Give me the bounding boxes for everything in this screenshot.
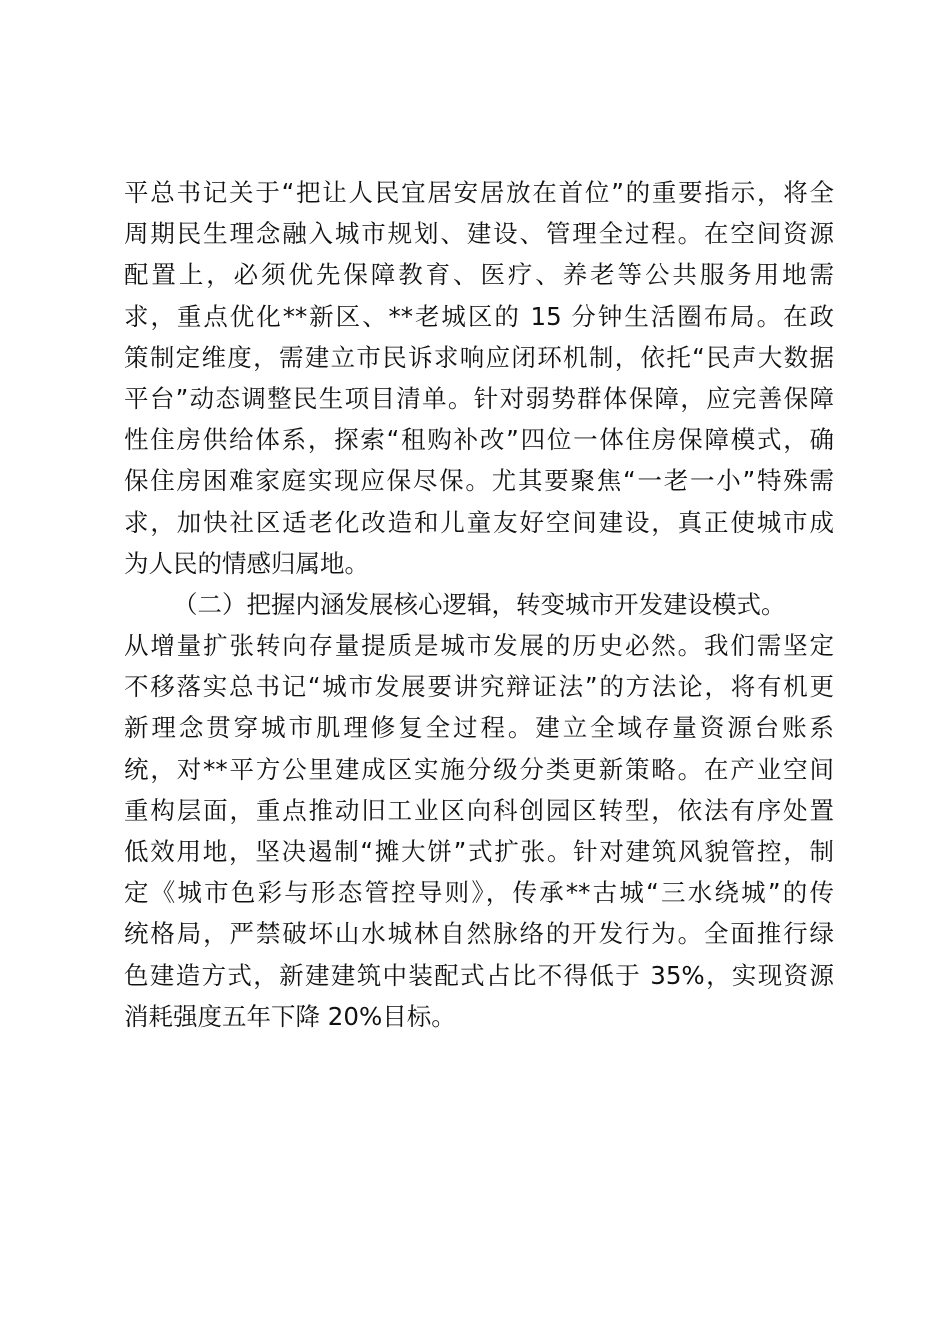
text-line: 平台”动态调整民生项目清单。针对弱势群体保障，应完善保障 [124,383,834,413]
text-line: 低效用地，坚决遏制“摊大饼”式扩张。针对建筑风貌管控，制 [124,837,834,866]
text-line: 平总书记关于“把让人民宜居安居放在首位”的重要指示，将全 [124,178,834,207]
section-heading-line: （二）把握内涵发展核心逻辑，转变城市开发建设模式。 [173,589,786,619]
text-line: 策制定维度，需建立市民诉求响应闭环机制，依托“民声大数据 [124,342,834,372]
paragraph-2 [124,584,834,1037]
text-line: 保住房困难家庭实现应保尽保。尤其要聚焦“一老一小”特殊需 [124,466,834,496]
body-text [124,172,834,1037]
text-line: 不移落实总书记“城市发展要讲究辩证法”的方法论，将有机更 [124,672,834,702]
text-line: 周期民生理念融入城市规划、建设、管理全过程。在空间资源 [124,219,834,249]
text-line: 统，对**平方公里建成区实施分级分类更新策略。在产业空间 [124,754,834,784]
text-line: 性住房供给体系，探索“租购补改”四位一体住房保障模式，确 [124,425,834,455]
text-line-last: 为人民的情感归属地。 [124,548,369,578]
text-line: 求，加快社区适老化改造和儿童友好空间建设，真正使城市成 [124,507,834,537]
text-line: 求，重点优化**新区、**老城区的 15 分钟生活圈布局。在政 [124,301,834,331]
text-line: 重构层面，重点推动旧工业区向科创园区转型，依法有序处置 [124,795,834,825]
paragraph-1 [124,172,834,584]
text-line-last: 消耗强度五年下降 20%目标。 [124,1001,456,1031]
text-line: 配置上，必须优先保障教育、医疗、养老等公共服务用地需 [124,260,834,290]
text-line: 色建造方式，新建建筑中装配式占比不得低于 35%，实现资源 [124,960,834,990]
text-line: 新理念贯穿城市肌理修复全过程。建立全域存量资源台账系 [124,713,834,743]
text-line: 从增量扩张转向存量提质是城市发展的历史必然。我们需坚定 [124,631,834,661]
text-line: 统格局，严禁破坏山水城林自然脉络的开发行为。全面推行绿 [124,919,834,949]
text-line: 定《城市色彩与形态管控导则》，传承**古城“三水绕城”的传 [124,878,834,908]
